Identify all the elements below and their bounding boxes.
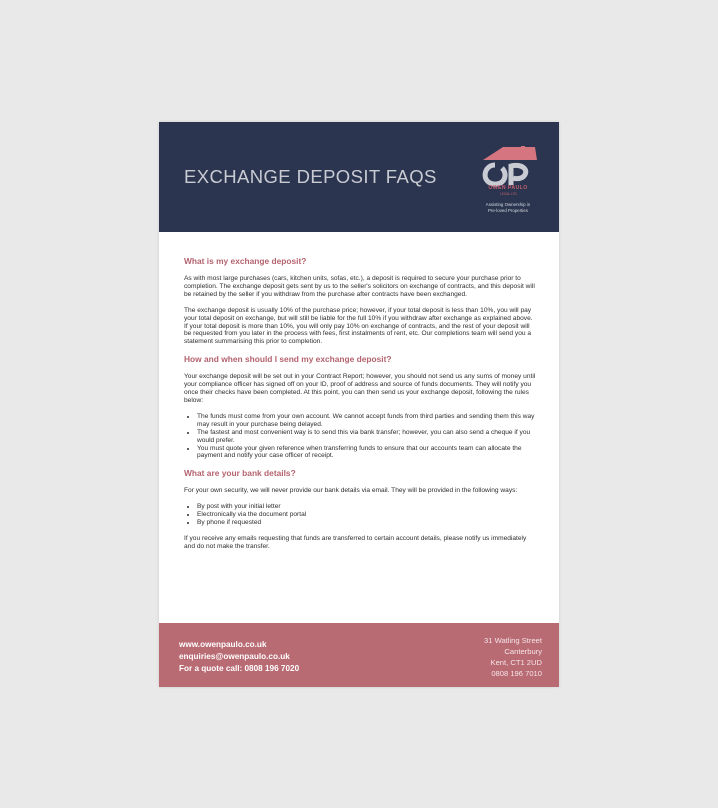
faq-heading-how-to-send: How and when should I send my exchange deposit? — [184, 354, 392, 365]
footer-contact — [179, 639, 299, 675]
company-logo — [475, 144, 541, 226]
email-link[interactable]: enquiries@owenpaulo.co.uk — [179, 652, 290, 661]
list-item: • By phone if requested — [197, 519, 536, 527]
list-item: • By post with your initial letter — [197, 503, 536, 511]
list-item: • Electronically via the document portal — [197, 511, 536, 519]
house-logo-icon — [475, 144, 541, 188]
list-item: • You must quote your given reference when transferring funds to ensure that our accounts team can allocate the payment and notify your case officer of receipt. — [197, 445, 536, 461]
list-item: • The funds must come from your own account. We cannot accept funds from third parties and sending them this way may result in your purchase being delayed. — [197, 413, 536, 429]
faq-heading-bank-details: What are your bank details? — [184, 468, 296, 479]
list-item: • The fastest and most convenient way is to send this via bank transfer; however, you can also send a cheque if you would prefer. — [197, 429, 536, 445]
quote-phone: For a quote call: 0808 196 7020 — [179, 664, 300, 673]
faq-paragraph: Your exchange deposit will be set out in your Contract Report; however, you should not send us any sums of money until your compliance officer has signed off on your ID, proof of address and source of funds documents. They will notify you once their checks have been completed. At this point, you can then send us your exchange deposit, following the rules below: — [184, 373, 536, 404]
address-phone: 0808 196 7010 — [491, 669, 542, 678]
faq-page — [159, 122, 559, 687]
faq-paragraph: If you receive any emails requesting that funds are transferred to certain account details, please notify us immediately and do not make the transfer. — [184, 534, 527, 550]
delivery-methods-list — [184, 503, 536, 527]
faq-heading-exchange-deposit: What is my exchange deposit? — [184, 256, 307, 266]
sending-rules-list — [184, 413, 536, 460]
faq-paragraph: The exchange deposit is usually 10% of the purchase price; however, if your total deposit is less than 10%, you will pay your total deposit on exchange, but will still be liable for the full 10% if you withdraw after exchange as explained above. If your total deposit is more than 10%, you will only pay 10% on exchange of contracts, and the rest of your deposit will be requested from you later in the process with fees, first instalments of rent, etc. Our completions team will send you a statement summarising this prior to completion. — [184, 306, 533, 346]
address-line: 31 Watling Street — [484, 636, 542, 645]
logo-tagline-line-2: Pre-loved Properties — [487, 208, 529, 213]
logo-tagline-line-1: Assisting Ownership in — [485, 202, 531, 207]
faq-paragraph: For your own security, we will never provide our bank details via email. They will be provided in the following ways: — [184, 487, 518, 495]
logo-company-name: OWEN PAULO — [488, 185, 528, 191]
faq-content — [184, 256, 536, 559]
footer-address — [484, 635, 542, 679]
website-link[interactable]: www.owenpaulo.co.uk — [179, 640, 267, 649]
page-title: EXCHANGE DEPOSIT FAQS — [184, 166, 437, 187]
address-line: Kent, CT1 2UD — [490, 658, 542, 667]
page-header — [159, 122, 559, 232]
faq-paragraph: As with most large purchases (cars, kitchen units, sofas, etc.), a deposit is required to secure your purchase prior to completion. The exchange deposit gets sent by us to the seller's solicitors on exchange of contracts, and this deposit will be retained by the seller if you withdraw from the purchase after contracts have been exchanged. — [184, 275, 535, 298]
page-footer — [159, 623, 559, 687]
address-line: Canterbury — [504, 647, 542, 656]
logo-company-suffix: LEGAL LTD — [500, 192, 517, 196]
